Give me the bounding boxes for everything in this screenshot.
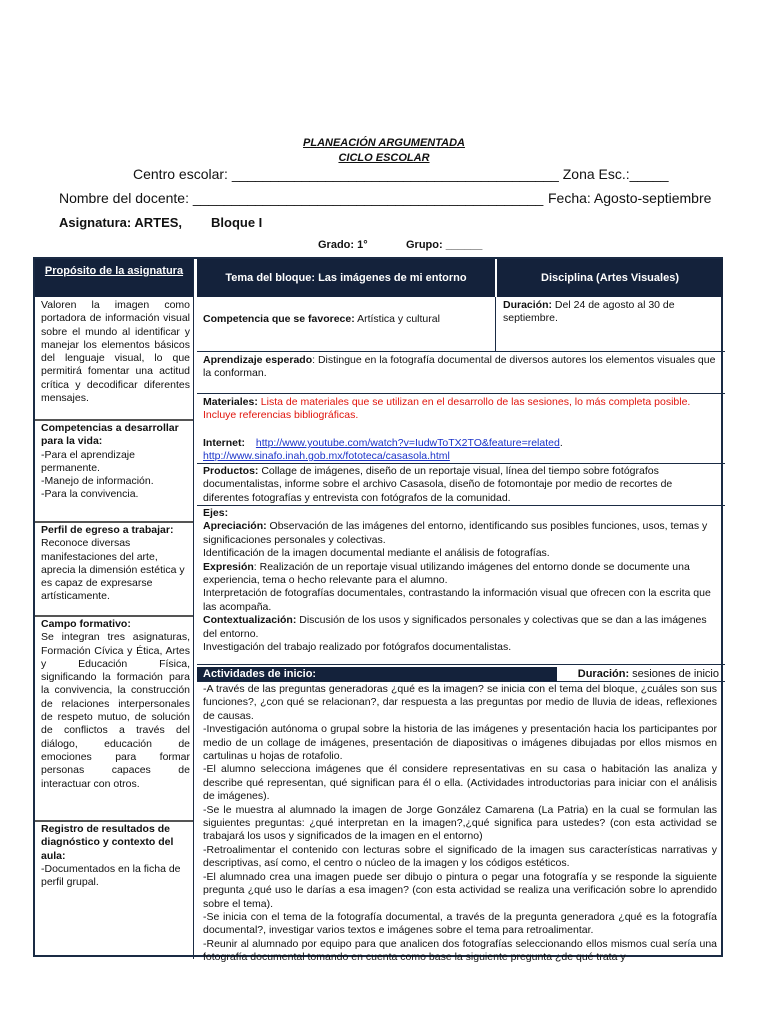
competencias-list: -Para el aprendizaje permanente. -Manejo de información. -Para la convivencia. bbox=[41, 448, 154, 501]
productos-label: Productos: bbox=[203, 465, 259, 477]
actividades-duracion-value: sesiones de inicio bbox=[629, 668, 719, 680]
actividades-duracion-label: Duración: bbox=[577, 668, 630, 680]
block-label: Bloque I bbox=[211, 215, 263, 230]
teacher-line: Nombre del docente: _____________________________________________ bbox=[59, 190, 544, 206]
competencia-label: Competencia que se favorece: bbox=[203, 313, 355, 325]
expresion-value: : Realización de un reportaje visual utilizando imágenes del entorno donde se documente una experiencia, tema o hecho relevante para el alumno. bbox=[203, 560, 690, 587]
divider bbox=[35, 615, 193, 617]
date-line: Fecha: Agosto-septiembre bbox=[548, 190, 712, 206]
competencias-title: Competencias a desarrollar para la vida: bbox=[41, 422, 179, 448]
left-column bbox=[35, 259, 194, 959]
planning-table bbox=[33, 257, 723, 964]
expresion-extra: Interpretación de fotografías documentales, contrastando la información visual que ofrecen con la escrita que las acompaña. bbox=[203, 587, 711, 613]
contextualizacion-value: Discusión de los usos y significados personales y colectivas que se dan a las imágenes del entorno. bbox=[203, 614, 707, 640]
perfil-title: Perfil de egreso a trabajar: bbox=[41, 524, 174, 536]
actividades-duracion bbox=[559, 667, 725, 681]
aprendizaje-value: : Distingue en la fotografía documental de diversos autores los elementos visuales que la conforman. bbox=[203, 354, 716, 380]
duracion-label: Duración: bbox=[503, 299, 553, 311]
campo-text: Se integran tres asignaturas, Formación Cívica y Ética, Artes y Educación Física, significando la formación para la convivencia, la construcción de relaciones interpersonales de respeto mutuo, de solución de conflictos a través del diálogo, educación de emociones para formar personas capaces de interactuar con otros. bbox=[41, 631, 190, 790]
divider bbox=[197, 463, 725, 464]
divider bbox=[35, 521, 193, 523]
duracion-value: Del 24 de agosto al 30 de septiembre. bbox=[503, 299, 675, 325]
divider bbox=[35, 419, 193, 421]
divider bbox=[197, 351, 725, 352]
doc-subtitle: CICLO ESCOLAR bbox=[338, 152, 430, 164]
actividades-text: -A través de las preguntas generadoras ¿qué es la imagen? se inicia con el tema del bloque, ¿cuáles son sus funciones?, ¿con qué se relacionan?, dar respuesta a las preguntas por medio de lluvia de ideas, reflexiones de causas. -Investigación autónoma o grupal sobre la historia de las imágenes y presentación hacia los participantes por medio de un collage de imágenes, presentación de diapositivas o imágenes dibujadas por ellos mismos en cartulinas u hojas de rotafolio. -El alumno selecciona imágenes que él considere representativas en su casa o habitación las analiza y describe qué representan, qué significan para él o ella. (Actividades introductorias para iniciar con el análisis de imágenes). -Se le muestra al alumnado la imagen de Jorge González Camarena (La Patria) en la cual se formulan las siguientes preguntas: ¿qué interpretan en la imagen?,¿qué significa para ustedes? (con esta actividad se trabajará los usos y significados de la imagen en el entorno) -Retroalimentar el contenido con lecturas sobre el significado de la imagen sus características narrativas y descriptivas, así como, el centro o núcleo de la imagen y los códigos estéticos. -El alumnado crea una imagen puede ser dibujo o pintura o pegar una fotografía y se responde la siguiente pregunta ¿qué uso le darías a esa imagen? (con esta actividad se realiza una verificación sobre lo aprendido sobre el tema). -Se inicia con el tema de la fotografía documental, a través de la pregunta generadora ¿qué es la fotografía documental?, investigar varios textos e imágenes sobre el tema para retroalimentar. -Reunir al alumnado por equipo para que analicen dos fotografías seleccionando ellos mismos cual sería una fotografía documental tomando en cuenta como base la siguiente pregunta ¿de qué trata y bbox=[203, 683, 717, 964]
divider bbox=[197, 664, 725, 665]
actividades-label: Actividades de inicio: bbox=[197, 667, 557, 681]
period: . bbox=[559, 437, 563, 449]
purpose-heading: Propósito de la asignatura bbox=[35, 259, 193, 297]
doc-title: PLANEACIÓN ARGUMENTADA bbox=[303, 137, 465, 149]
productos-value: Collage de imágenes, diseño de un reportaje visual, línea del tiempo sobre fotógrafos documentalistas, informe sobre el archivo Casasola, diseño de fotomontaje por medio de recortes de diferentes fotografías y entrevista con fotógrafos de la comunidad. bbox=[203, 465, 673, 504]
divider bbox=[197, 393, 725, 394]
ejes-label: Ejes: bbox=[203, 507, 229, 519]
registro-title: Registro de resultados de diagnóstico y contexto del aula: bbox=[41, 823, 174, 862]
link-youtube[interactable]: http://www.youtube.com/watch?v=IudwToTX2TO&feature=related bbox=[255, 437, 560, 449]
disciplina-header: Disciplina (Artes Visuales) bbox=[497, 259, 723, 297]
campo-title: Campo formativo: bbox=[41, 618, 131, 630]
contextualizacion-extra: Investigación del trabajo realizado por fotógrafos documentalistas. bbox=[203, 641, 512, 654]
apreciacion-value: Observación de las imágenes del entorno, identificando sus posibles funciones, usos, temas y significaciones personales y colectivas. bbox=[203, 520, 708, 546]
materiales-value: Lista de materiales que se utilizan en el desarrollo de las sesiones, lo más completa posible. Incluye referencias bibliográficas. bbox=[203, 396, 691, 422]
aprendizaje-label: Aprendizaje esperado bbox=[203, 354, 313, 366]
internet-label: Internet: bbox=[203, 437, 245, 449]
school-line: Centro escolar: __________________________________________ Zona Esc.:_____ bbox=[133, 166, 669, 182]
apreciacion-extra: Identificación de la imagen documental mediante el análisis de fotografías. bbox=[203, 547, 550, 560]
apreciacion-label: Apreciación: bbox=[203, 520, 267, 533]
divider bbox=[197, 681, 725, 682]
divider bbox=[197, 505, 725, 506]
link-sinafo[interactable]: http://www.sinafo.inah.gob.mx/fototeca/casasola.html bbox=[203, 450, 450, 462]
subject-label: Asignatura: ARTES, bbox=[59, 215, 183, 230]
group-label: Grupo: ______ bbox=[406, 239, 483, 251]
grade-label: Grado: 1° bbox=[318, 239, 368, 251]
actividades-bar bbox=[197, 667, 725, 681]
contextualizacion-label: Contextualización: bbox=[203, 614, 297, 627]
perfil-text: Reconoce diversas manifestaciones del arte, aprecia la dimensión estética y es capaz de expresarse artísticamente. bbox=[41, 537, 185, 603]
tema-header: Tema del bloque: Las imágenes de mi entorno bbox=[197, 259, 495, 297]
divider bbox=[495, 297, 496, 351]
competencia-value: Artística y cultural bbox=[354, 313, 440, 325]
expresion-label: Expresión bbox=[203, 560, 254, 573]
registro-text: -Documentados en la ficha de perfil grupal. bbox=[41, 862, 181, 889]
materiales-label: Materiales: bbox=[203, 396, 258, 408]
purpose-text: Valoren la imagen como portadora de información visual sobre el mundo al identificar y manejar los elementos básicos del lenguaje visual, lo que permitirá fomentar una actitud crítica y decodificar diferentes mensajes. bbox=[41, 299, 190, 405]
divider bbox=[35, 820, 193, 822]
